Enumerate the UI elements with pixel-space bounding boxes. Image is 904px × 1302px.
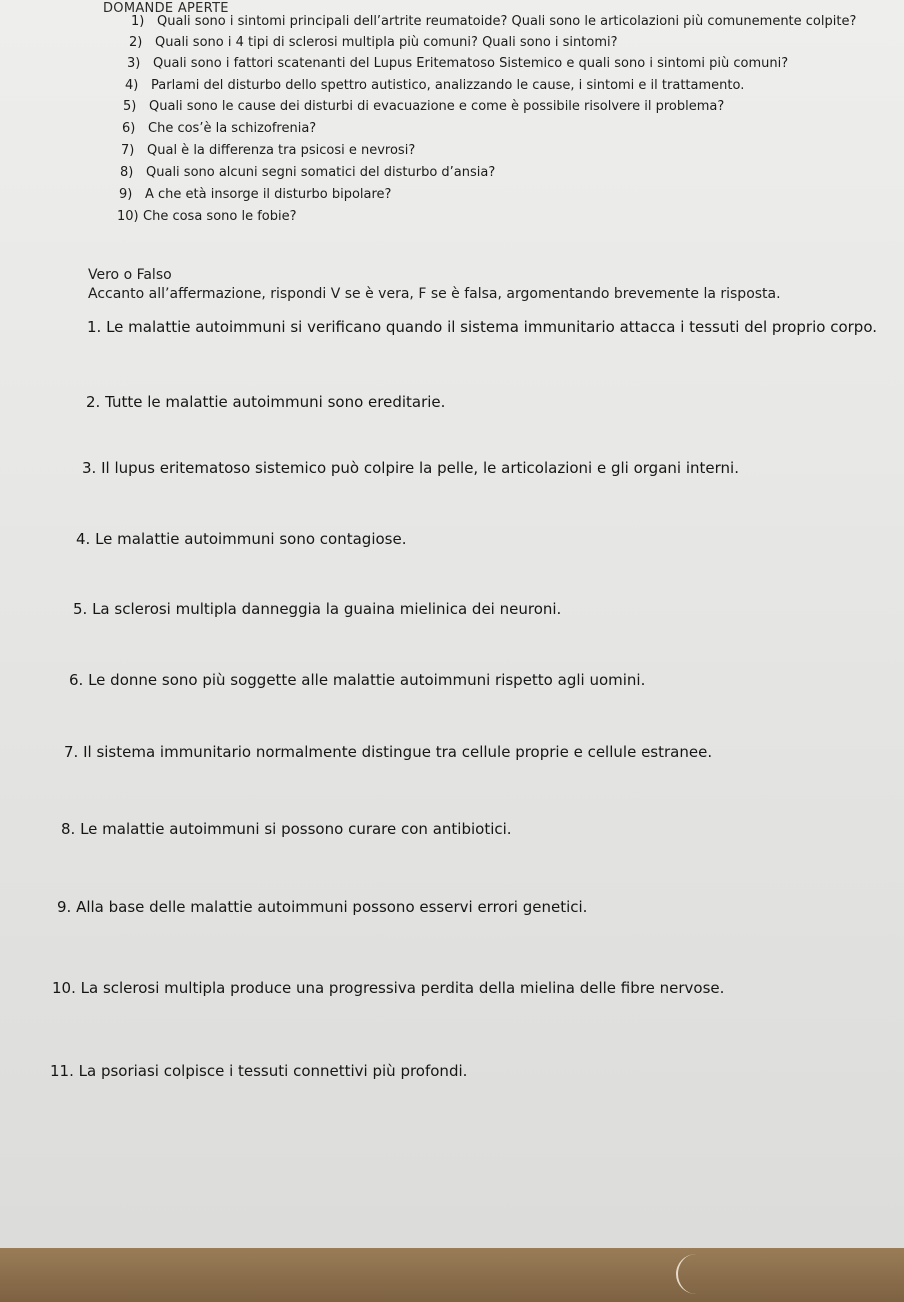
question-number: 5) [123, 99, 137, 114]
section-heading-true-false: Vero o Falso [88, 267, 172, 283]
statement-2: 2. Tutte le malattie autoimmuni sono ereditarie. [86, 393, 446, 411]
statement-6: 6. Le donne sono più soggette alle malattie autoimmuni rispetto agli uomini. [69, 671, 646, 689]
open-question-9 [119, 187, 391, 202]
question-number: 6) [122, 121, 136, 136]
open-question-1 [131, 14, 856, 29]
paper-curl [676, 1254, 738, 1294]
statement-1: 1. Le malattie autoimmuni si verificano quando il sistema immunitario attacca i tessuti del proprio corpo. [87, 318, 878, 336]
open-question-4 [125, 78, 744, 93]
question-text: Parlami del disturbo dello spettro autistico, analizzando le cause, i sintomi e il trattamento. [151, 78, 745, 93]
question-number: 4) [125, 78, 139, 93]
question-text: A che età insorge il disturbo bipolare? [145, 187, 392, 202]
question-text: Quali sono alcuni segni somatici del disturbo d’ansia? [146, 165, 496, 180]
question-text: Quali sono i sintomi principali dell’artrite reumatoide? Quali sono le articolazioni più comunemente colpite? [157, 14, 857, 29]
statement-4: 4. Le malattie autoimmuni sono contagiose. [76, 530, 407, 548]
open-question-6 [122, 121, 316, 136]
statement-3: 3. Il lupus eritematoso sistemico può colpire la pelle, le articolazioni e gli organi interni. [82, 459, 739, 477]
statement-8: 8. Le malattie autoimmuni si possono curare con antibiotici. [61, 820, 512, 838]
open-question-3 [127, 56, 788, 71]
open-question-8 [120, 165, 495, 180]
question-number: 7) [121, 143, 135, 158]
question-text: Quali sono le cause dei disturbi di evacuazione e come è possibile risolvere il problema? [149, 99, 725, 114]
statement-10: 10. La sclerosi multipla produce una progressiva perdita della mielina delle fibre nervose. [52, 979, 725, 997]
open-question-7 [121, 143, 415, 158]
question-text: Quali sono i fattori scatenanti del Lupus Eritematoso Sistemico e quali sono i sintomi più comuni? [153, 56, 789, 71]
question-number: 1) [131, 14, 145, 29]
question-number: 10) [117, 209, 139, 224]
section-heading-open-questions: DOMANDE APERTE [103, 1, 229, 16]
question-number: 8) [120, 165, 134, 180]
question-number: 2) [129, 35, 143, 50]
question-number: 3) [127, 56, 141, 71]
true-false-instructions: Accanto all’affermazione, rispondi V se è vera, F se è falsa, argomentando brevemente la risposta. [88, 286, 781, 302]
open-question-2 [129, 35, 618, 50]
question-text: Che cosa sono le fobie? [143, 209, 297, 224]
question-number: 9) [119, 187, 133, 202]
question-text: Qual è la differenza tra psicosi e nevrosi? [147, 143, 416, 158]
statement-11: 11. La psoriasi colpisce i tessuti connettivi più profondi. [50, 1062, 468, 1080]
statement-9: 9. Alla base delle malattie autoimmuni possono esservi errori genetici. [57, 898, 588, 916]
statement-5: 5. La sclerosi multipla danneggia la guaina mielinica dei neuroni. [73, 600, 562, 618]
statement-7: 7. Il sistema immunitario normalmente distingue tra cellule proprie e cellule estranee. [64, 743, 713, 761]
open-question-10 [117, 209, 297, 224]
question-text: Quali sono i 4 tipi di sclerosi multipla più comuni? Quali sono i sintomi? [155, 35, 618, 50]
open-question-5 [123, 99, 724, 114]
question-text: Che cos’è la schizofrenia? [148, 121, 317, 136]
table-surface [0, 1248, 904, 1302]
